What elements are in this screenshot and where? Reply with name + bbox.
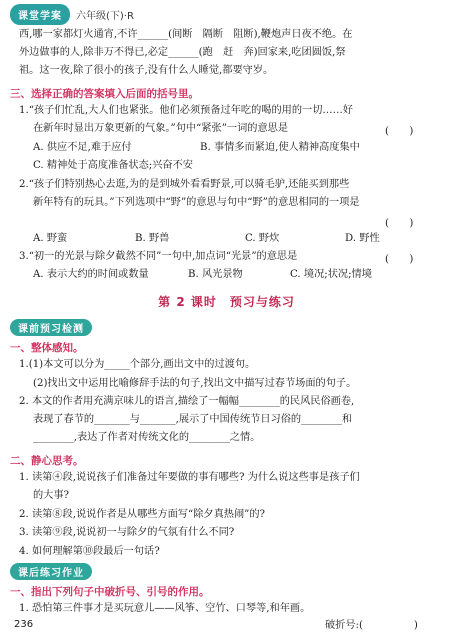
- option: C. 精神处于高度准备状态;兴奋不安: [33, 160, 193, 171]
- header-grade: 六年级(下)·R: [76, 10, 134, 22]
- question-text: (2)找出文中运用比喻修辞手法的句子,找出文中描写过春节场面的句子。: [33, 378, 357, 389]
- question-text: 4. 如何理解第⑩段最后一句话?: [19, 546, 160, 557]
- option: D. 野性: [345, 233, 380, 244]
- option: B. 野兽: [135, 233, 170, 244]
- option: B. 风光景物: [188, 269, 243, 280]
- question-text: 1.(1)本文可以分为_____个部分,画出文中的过渡句。: [19, 359, 256, 370]
- header-badge: 课堂学案: [10, 4, 70, 25]
- question-text: 3.“初一的光景与除夕截然不同”一句中,加点词“光景”的意思是: [19, 251, 298, 262]
- section-pill: 课后练习作业: [10, 563, 92, 580]
- answer-bracket[interactable]: ( ): [385, 126, 414, 137]
- question-text: 在新年时显出万象更新的气象。”句中“紧张”一词的意思是: [33, 123, 289, 134]
- option: C. 野炊: [245, 233, 280, 244]
- question-text: 2. 本文的作者用充满京味儿的语言,描绘了一幅幅________的民风民俗画卷,: [19, 396, 355, 407]
- question-text: 1. 读第④段,说说孩子们准备过年要做的事有哪些? 为什么说这些事是孩子们: [19, 472, 360, 483]
- section-title: 二、静心思考。: [10, 455, 84, 467]
- answer-bracket[interactable]: ( ): [385, 254, 414, 265]
- question-text: 的大事?: [33, 490, 70, 501]
- text-line: 祖。这一夜,除了很小的孩子,没有什么人睡觉,都要守岁。: [19, 65, 274, 76]
- question-text: 2.“孩子们特别热心去逛,为的是到城外看看野景,可以骑毛驴,还能买到那些: [19, 179, 350, 190]
- answer-bracket[interactable]: 破折号:( ): [325, 620, 418, 631]
- page-header: [10, 3, 134, 25]
- question-text: 1.“孩子们忙乱,大人们也紧张。他们必须预备过年吃的喝的用的一切……好: [19, 105, 353, 116]
- lesson-title: 第 2 课时 预习与练习: [158, 295, 295, 309]
- option: B. 事情多而紧迫,使人精神高度集中: [200, 142, 360, 153]
- question-text: 表现了春节的_______与_______,展示了中国传统节日习俗的________和: [33, 414, 353, 425]
- text-line: 西,哪一家都灯火通宵,不许______(间断 隔断 阻断),鞭炮声日夜不绝。在: [19, 29, 353, 40]
- option: C. 境况;状况;情境: [290, 269, 372, 280]
- question-text: ________,表达了作者对传统文化的________之情。: [33, 432, 261, 443]
- question-text: 新年特有的玩具。”下列选项中“野”的意思与句中“野”的意思相同的一项是: [33, 197, 360, 208]
- section-pill: 课前预习检测: [10, 319, 92, 336]
- option: A. 野蛮: [33, 233, 68, 244]
- page-number: 236: [14, 619, 34, 630]
- question-text: 1. 恐怕第三件事才是买玩意儿——风筝、空竹、口琴等,和年画。: [19, 603, 311, 614]
- option: A. 供应不足,难于应付: [33, 142, 132, 153]
- option: A. 表示大约的时间或数量: [33, 269, 149, 280]
- question-text: 3. 读第⑨段,说说初一与除夕的气氛有什么不同?: [19, 527, 235, 538]
- text-line: 外边做事的人,除非万不得已,必定______(跑 赶 奔)回家来,吃团圆饭,祭: [19, 47, 346, 58]
- answer-bracket[interactable]: ( ): [385, 218, 414, 229]
- question-text: 2. 读第⑧段,说说作者是从哪些方面写“除夕真热闹”的?: [19, 509, 266, 520]
- section-title: 一、指出下列句子中破折号、引号的作用。: [10, 586, 210, 598]
- section-title: 三、选择正确的答案填入后面的括号里。: [10, 88, 199, 100]
- section-title: 一、整体感知。: [10, 342, 84, 354]
